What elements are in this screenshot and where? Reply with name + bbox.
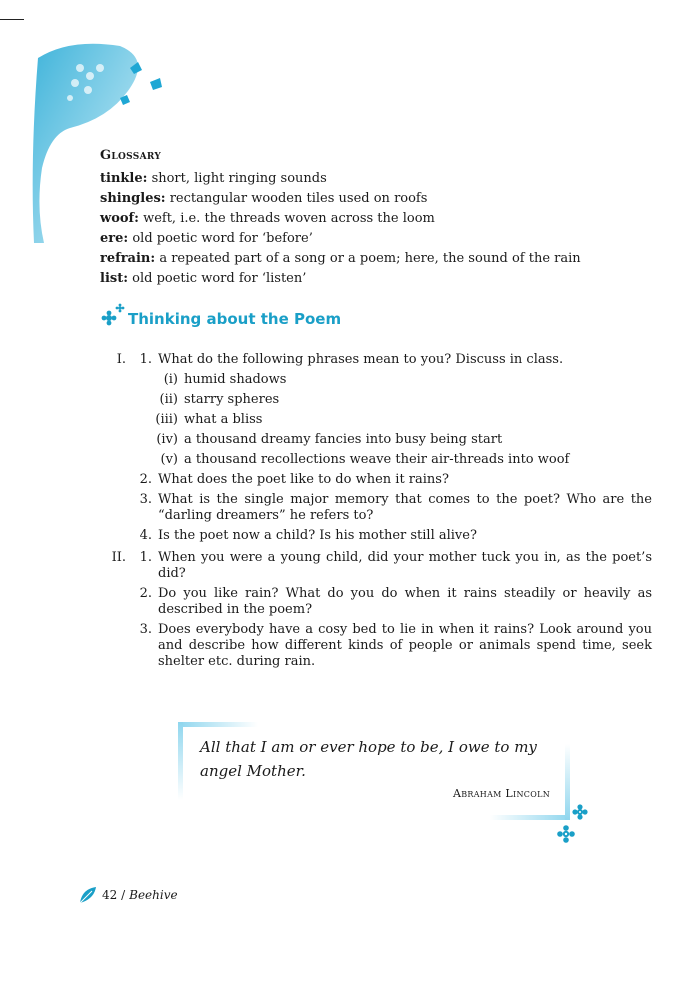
glossary-entry bbox=[100, 229, 660, 249]
glossary-definition: old poetic word for ‘before’ bbox=[132, 231, 313, 246]
question-text: What does the poet like to do when it rains? bbox=[158, 472, 449, 487]
leaf-icon bbox=[78, 885, 98, 905]
flower-icon bbox=[100, 302, 126, 328]
sub-text: a thousand recollections weave their air-threads into woof bbox=[184, 452, 570, 467]
glossary-term: refrain: bbox=[100, 251, 156, 266]
sub-label: (iii) bbox=[155, 412, 178, 427]
glossary-term: list: bbox=[100, 271, 128, 286]
sub-text: a thousand dreamy fancies into busy being start bbox=[184, 432, 503, 447]
question-number: 1. bbox=[139, 352, 152, 367]
top-rule bbox=[0, 19, 24, 20]
question-number: 2. bbox=[139, 472, 152, 487]
question-number: 3. bbox=[139, 492, 152, 507]
question-text: Does everybody have a cosy bed to lie in when it rains? Look around you and describe how different kinds of people or animals spend time, seek shelter etc. during rain. bbox=[158, 622, 652, 669]
glossary-definition: weft, i.e. the threads woven across the loom bbox=[143, 211, 435, 226]
roman-label: II. bbox=[111, 550, 126, 565]
glossary-term: ere: bbox=[100, 231, 129, 246]
glossary-entry bbox=[100, 209, 660, 229]
sub-text: what a bliss bbox=[184, 412, 263, 427]
glossary-entry bbox=[100, 249, 660, 269]
question-number: 3. bbox=[139, 622, 152, 637]
glossary-entry bbox=[100, 189, 660, 209]
sub-item bbox=[100, 372, 652, 388]
question-item bbox=[100, 550, 652, 582]
question-number: 2. bbox=[139, 586, 152, 601]
question-item bbox=[100, 586, 652, 618]
glossary-definition: old poetic word for ‘listen’ bbox=[132, 271, 307, 286]
glossary-term: shingles: bbox=[100, 191, 166, 206]
question-text: Do you like rain? What do you do when it rains steadily or heavily as described in the poem? bbox=[158, 586, 652, 617]
sub-item bbox=[100, 432, 652, 448]
glossary-entry bbox=[100, 169, 660, 189]
glossary-term: woof: bbox=[100, 211, 139, 226]
question-item bbox=[100, 528, 652, 544]
sub-item bbox=[100, 412, 652, 428]
question-item bbox=[100, 472, 652, 488]
question-text: Is the poet now a child? Is his mother still alive? bbox=[158, 528, 477, 543]
sub-label: (ii) bbox=[159, 392, 178, 407]
question-list bbox=[100, 352, 652, 674]
sub-item bbox=[100, 392, 652, 408]
sub-label: (v) bbox=[160, 452, 178, 467]
question-text: What is the single major memory that comes to the poet? Who are the “darling dreamers” he refers to? bbox=[158, 492, 652, 523]
glossary-definition: short, light ringing sounds bbox=[151, 171, 327, 186]
question-item bbox=[100, 352, 652, 368]
glossary-entry bbox=[100, 269, 660, 289]
sub-text: starry spheres bbox=[184, 392, 280, 407]
page-footer bbox=[78, 885, 178, 905]
sub-label: (iv) bbox=[156, 432, 178, 447]
book-title: Beehive bbox=[129, 888, 178, 902]
page-number: 42 / bbox=[102, 888, 126, 902]
sub-item bbox=[100, 452, 652, 468]
sub-text: humid shadows bbox=[184, 372, 287, 387]
section-title: Thinking about the Poem bbox=[128, 310, 342, 328]
glossary-definition: a repeated part of a song or a poem; here, the sound of the rain bbox=[159, 251, 581, 266]
glossary-title: Glossary bbox=[100, 148, 162, 163]
question-text: What do the following phrases mean to you? Discuss in class. bbox=[158, 352, 564, 367]
sub-label: (i) bbox=[163, 372, 178, 387]
quote-text: All that I am or ever hope to be, I owe to my angel Mother. bbox=[200, 738, 537, 780]
roman-label: I. bbox=[116, 352, 126, 367]
question-text: When you were a young child, did your mother tuck you in, as the poet’s did? bbox=[158, 550, 652, 581]
glossary-definition: rectangular wooden tiles used on roofs bbox=[169, 191, 428, 206]
question-item bbox=[100, 492, 652, 524]
question-item bbox=[100, 622, 652, 670]
question-number: 4. bbox=[139, 528, 152, 543]
glossary-term: tinkle: bbox=[100, 171, 148, 186]
quote-author: Abraham Lincoln bbox=[452, 787, 550, 800]
question-number: 1. bbox=[139, 550, 152, 565]
section-heading bbox=[100, 302, 341, 328]
flower-icon bbox=[552, 800, 594, 848]
glossary bbox=[100, 148, 660, 289]
